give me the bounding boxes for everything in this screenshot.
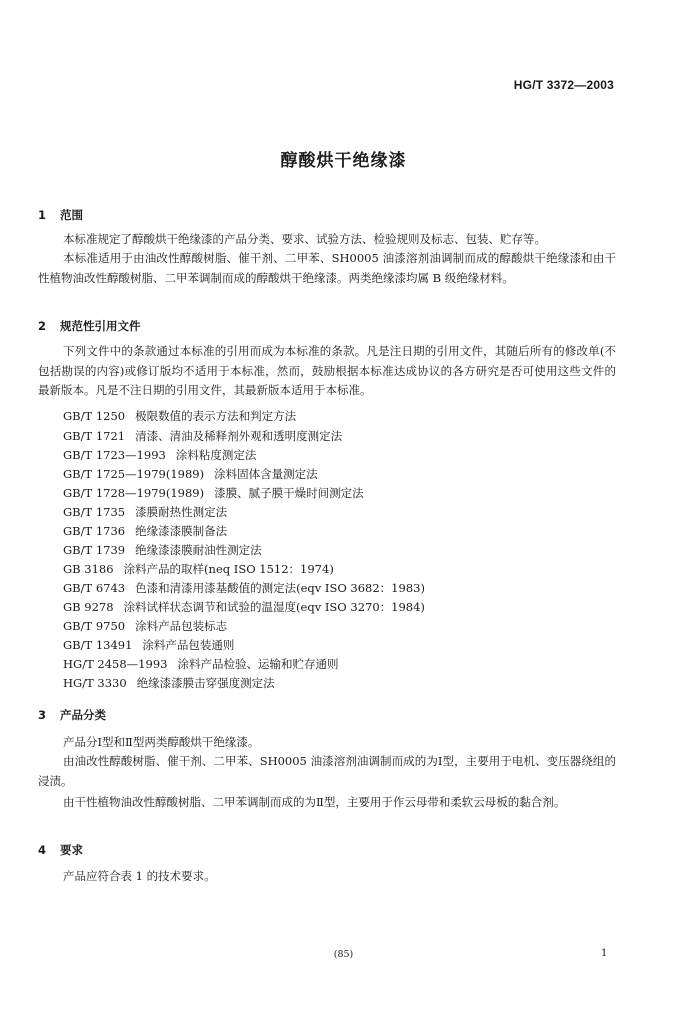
section-1-paragraph-2: 本标准适用于由油改性醇酸树脂、催干剂、二甲苯、SH0005 油漆溶剂油调制而成的醇酸烘干绝缘漆和由干性植物油改性醇酸树脂、二甲苯调制而成的醇酸烘干绝缘漆。两类绝缘漆均属 B 级绝缘材料。 <box>38 251 616 285</box>
standard-code: HG/T 3372—2003 <box>513 78 614 92</box>
reference-item: GB/T 1250 极限数值的表示方法和判定方法 <box>63 409 297 423</box>
reference-item: GB/T 13491 涂料产品包装通则 <box>63 638 235 652</box>
section-title: 要求 <box>60 843 83 857</box>
section-number: 4 <box>38 843 47 857</box>
reference-item: GB 3186 涂料产品的取样(neq ISO 1512：1974) <box>63 562 334 576</box>
section-title: 规范性引用文件 <box>60 319 141 333</box>
page-number: 1 <box>601 948 608 959</box>
reference-item: HG/T 3330 绝缘漆漆膜击穿强度测定法 <box>63 676 275 690</box>
reference-item: GB/T 1721 清漆、清油及稀释剂外观和透明度测定法 <box>63 429 343 443</box>
section-title: 产品分类 <box>60 708 106 722</box>
reference-item: HG/T 2458—1993 涂料产品检验、运输和贮存通则 <box>63 657 339 671</box>
reference-item: GB/T 9750 涂料产品包装标志 <box>63 619 228 633</box>
reference-item: GB/T 1736 绝缘漆漆膜制备法 <box>63 524 228 538</box>
reference-item: GB/T 6743 色漆和清漆用漆基酸值的测定法(eqv ISO 3682：1983) <box>63 581 425 595</box>
section-number: 3 <box>38 708 47 722</box>
section-2-heading <box>38 318 141 334</box>
print-number: (85) <box>333 949 354 960</box>
section-3-paragraph-3: 由干性植物油改性醇酸树脂、二甲苯调制而成的为Ⅱ型，主要用于作云母带和柔软云母板的黏合剂。 <box>63 795 566 809</box>
section-3-paragraph-2: 由油改性醇酸树脂、催干剂、二甲苯、SH0005 油漆溶剂油调制而成的为Ⅰ型，主要用于电机、变压器绕组的浸渍。 <box>38 754 616 788</box>
reference-item: GB/T 1735 漆膜耐热性测定法 <box>63 505 228 519</box>
section-4-heading <box>38 842 83 858</box>
section-title: 范围 <box>60 208 83 222</box>
section-2-paragraph-1: 下列文件中的条款通过本标准的引用而成为本标准的条款。凡是注日期的引用文件，其随后所有的修改单(不包括勘误的内容)或修订版均不适用于本标准，然而，鼓励根据本标准达成协议的各方研究是否可使用这些文件的最新版本。凡是不注日期的引用文件，其最新版本适用于本标准。 <box>38 344 616 397</box>
reference-item: GB/T 1728—1979(1989) 漆膜、腻子膜干燥时间测定法 <box>63 486 364 500</box>
reference-item: GB/T 1723—1993 涂料粘度测定法 <box>63 448 257 462</box>
reference-item: GB 9278 涂料试样状态调节和试验的温湿度(eqv ISO 3270：1984) <box>63 600 425 614</box>
section-1-paragraph-1: 本标准规定了醇酸烘干绝缘漆的产品分类、要求、试验方法、检验规则及标志、包装、贮存等。 <box>63 232 546 246</box>
section-4-paragraph-1: 产品应符合表 1 的技术要求。 <box>63 869 216 883</box>
section-1-heading <box>38 207 83 223</box>
document-title: 醇酸烘干绝缘漆 <box>280 151 407 171</box>
section-number: 1 <box>38 208 47 222</box>
section-3-heading <box>38 707 106 723</box>
section-number: 2 <box>38 319 47 333</box>
section-3-paragraph-1: 产品分Ⅰ型和Ⅱ型两类醇酸烘干绝缘漆。 <box>63 735 260 749</box>
reference-item: GB/T 1725—1979(1989) 涂料固体含量测定法 <box>63 467 318 481</box>
reference-item: GB/T 1739 绝缘漆漆膜耐油性测定法 <box>63 543 262 557</box>
